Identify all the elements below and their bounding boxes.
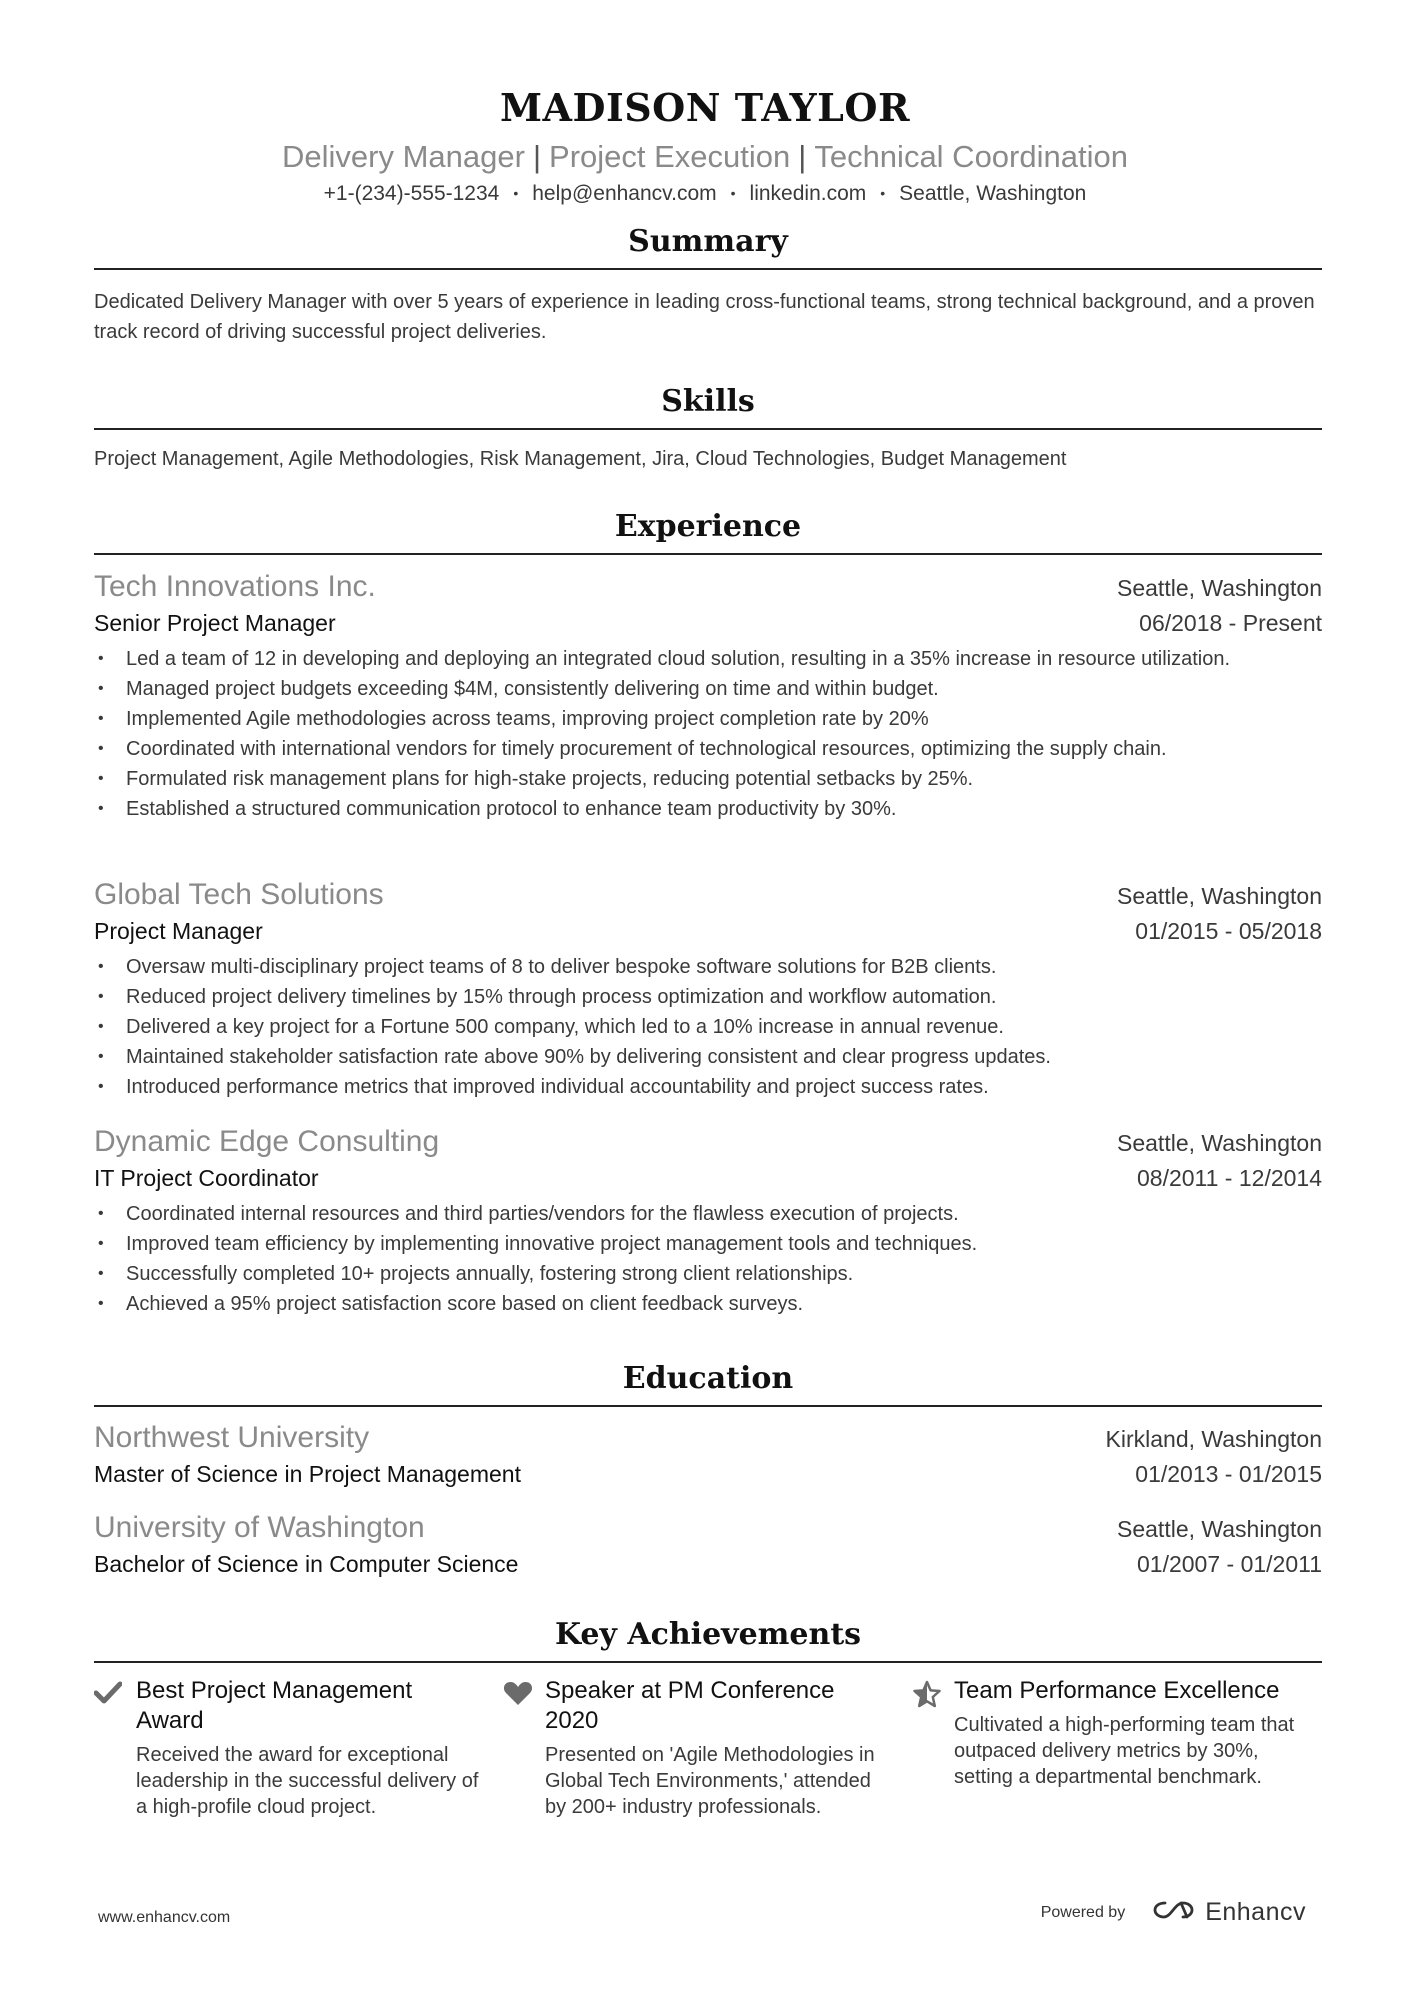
achievement-item xyxy=(503,1676,912,1820)
headline-separator: | xyxy=(532,139,542,174)
job-dates: 06/2018 - Present xyxy=(1139,610,1322,636)
list-item: • Implemented Agile methodologies across teams, improving project completion rate by 20% xyxy=(94,704,1322,734)
resume-header xyxy=(0,86,1410,207)
phone: +1-(234)-555-1234 xyxy=(323,182,500,205)
achievement-description: Received the award for exceptional leadership in the successful delivery of a high-profile cloud project. xyxy=(136,1744,479,1818)
job-bullets xyxy=(94,1199,1322,1319)
experience-entry xyxy=(94,877,1322,1102)
enhancv-logo-icon xyxy=(1151,1898,1197,1927)
headline-separator: | xyxy=(798,139,807,174)
company-name: Global Tech Solutions xyxy=(94,878,384,911)
job-dates: 01/2015 - 05/2018 xyxy=(1135,918,1322,944)
job-bullets xyxy=(94,644,1322,824)
job-dates: 08/2011 - 12/2014 xyxy=(1136,1165,1322,1191)
achievement-title: Team Performance Excellence xyxy=(954,1677,1280,1704)
experience-entry xyxy=(94,569,1322,824)
list-item: • Achieved a 95% project satisfaction score based on client feedback surveys. xyxy=(94,1289,1322,1319)
list-item: • Oversaw multi-disciplinary project teams of 8 to deliver bespoke software solutions for B2B clients. xyxy=(94,952,1322,982)
list-item: • Improved team efficiency by implementing innovative project management tools and techniques. xyxy=(94,1229,1322,1259)
list-item: • Coordinated with international vendors for timely procurement of technological resources, optimizing the supply chain. xyxy=(94,734,1322,764)
school-location: Kirkland, Washington xyxy=(1105,1426,1322,1452)
list-item: • Led a team of 12 in developing and deploying an integrated cloud solution, resulting in a 35% increase in resource utilization. xyxy=(94,644,1322,674)
contact-info xyxy=(0,180,1410,207)
achievements-heading: Key Achievements xyxy=(94,1617,1322,1663)
school-location: Seattle, Washington xyxy=(1117,1516,1322,1542)
education-dates: 01/2013 - 01/2015 xyxy=(1135,1461,1322,1487)
degree: Master of Science in Project Management xyxy=(94,1461,521,1487)
skills-text: Project Management, Agile Methodologies, Risk Management, Jira, Cloud Technologies, Budget Management xyxy=(94,448,1067,470)
job-bullets xyxy=(94,952,1322,1102)
achievement-description: Presented on 'Agile Methodologies in Global Tech Environments,' attended by 200+ industry professionals. xyxy=(545,1744,875,1818)
job-location: Seattle, Washington xyxy=(1117,1130,1322,1156)
education-heading: Education xyxy=(94,1361,1322,1407)
star-icon xyxy=(912,1676,954,1820)
powered-by-label: Powered by xyxy=(1040,1903,1126,1921)
location: Seattle, Washington xyxy=(899,182,1087,205)
list-item: • Coordinated internal resources and third parties/vendors for the flawless execution of projects. xyxy=(94,1199,1322,1229)
skills-heading: Skills xyxy=(94,384,1322,430)
email-link[interactable]: help@enhancv.com xyxy=(532,182,717,205)
list-item: • Established a structured communication protocol to enhance team productivity by 30%. xyxy=(94,794,1322,824)
achievement-description: Cultivated a high-performing team that outpaced delivery metrics by 30%, setting a departmental benchmark. xyxy=(954,1714,1295,1788)
education-entry xyxy=(94,1420,1322,1491)
achievement-title: Speaker at PM Conference 2020 xyxy=(545,1677,835,1734)
summary-heading: Summary xyxy=(94,224,1322,270)
job-role: Project Manager xyxy=(94,918,263,944)
job-role: IT Project Coordinator xyxy=(94,1165,319,1191)
achievement-title: Best Project Management Award xyxy=(136,1677,413,1734)
headline-title-1: Delivery Manager xyxy=(282,139,525,174)
degree: Bachelor of Science in Computer Science xyxy=(94,1551,519,1577)
candidate-name: MADISON TAYLOR xyxy=(499,85,911,130)
achievement-item xyxy=(94,1676,503,1820)
education-dates: 01/2007 - 01/2011 xyxy=(1136,1551,1322,1577)
list-item: • Maintained stakeholder satisfaction rate above 90% by delivering consistent and clear progress updates. xyxy=(94,1042,1322,1072)
list-item: • Successfully completed 10+ projects annually, fostering strong client relationships. xyxy=(94,1259,1322,1289)
education-entry xyxy=(94,1510,1322,1581)
footer-branding xyxy=(1041,1898,1306,1927)
contact-separator: • xyxy=(513,185,519,201)
experience-heading: Experience xyxy=(94,509,1322,555)
heart-icon xyxy=(503,1676,545,1820)
list-item: • Reduced project delivery timelines by 15% through process optimization and workflow automation. xyxy=(94,982,1322,1012)
company-name: Tech Innovations Inc. xyxy=(94,570,376,603)
achievements-grid xyxy=(94,1676,1322,1820)
school-name: University of Washington xyxy=(94,1511,425,1544)
summary-text: Dedicated Delivery Manager with over 5 years of experience in leading cross-functional teams, strong technical background, and a proven track record of driving successful project deliveries. xyxy=(94,291,1315,343)
list-item: • Formulated risk management plans for high-stake projects, reducing potential setbacks by 25%. xyxy=(94,764,1322,794)
list-item: • Introduced performance metrics that improved individual accountability and project success rates. xyxy=(94,1072,1322,1102)
footer-website-link[interactable]: www.enhancv.com xyxy=(98,1909,231,1926)
brand-name: Enhancv xyxy=(1205,1898,1306,1926)
job-location: Seattle, Washington xyxy=(1117,575,1322,601)
list-item: • Delivered a key project for a Fortune 500 company, which led to a 10% increase in annual revenue. xyxy=(94,1012,1322,1042)
headline xyxy=(0,138,1410,176)
linkedin-link[interactable]: linkedin.com xyxy=(749,182,867,205)
company-name: Dynamic Edge Consulting xyxy=(94,1125,440,1158)
job-location: Seattle, Washington xyxy=(1117,883,1322,909)
job-role: Senior Project Manager xyxy=(94,610,336,636)
headline-title-2: Project Execution xyxy=(549,139,791,174)
experience-entry xyxy=(94,1124,1322,1319)
headline-title-3: Technical Coordination xyxy=(814,139,1128,174)
contact-separator: • xyxy=(880,185,886,201)
checkmark-icon xyxy=(94,1676,136,1820)
contact-separator: • xyxy=(730,185,736,201)
achievement-item xyxy=(912,1676,1321,1820)
list-item: • Managed project budgets exceeding $4M, consistently delivering on time and within budget. xyxy=(94,674,1322,704)
school-name: Northwest University xyxy=(94,1421,370,1454)
